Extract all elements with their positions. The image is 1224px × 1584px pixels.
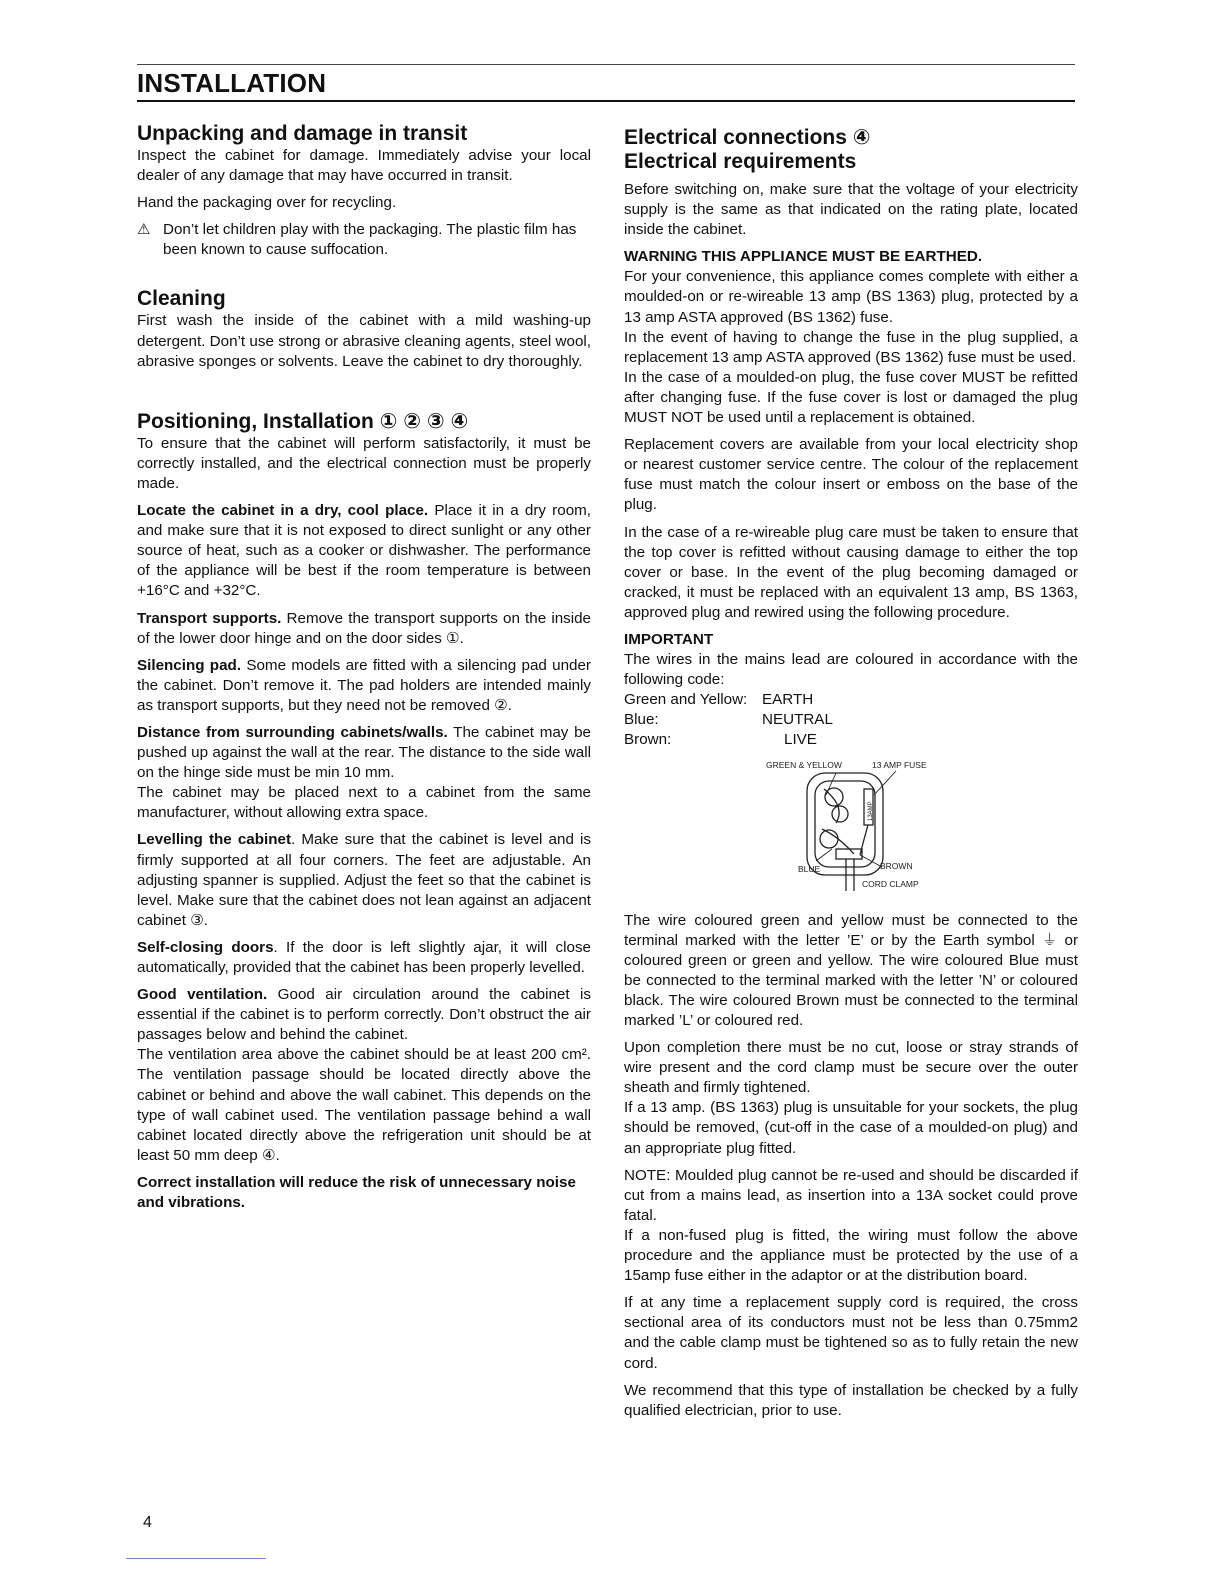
distance-paragraph-2: The cabinet may be placed next to a cabinet from the same manufacturer, without allowing extra space. — [137, 784, 591, 822]
transport-bold: Transport supports. — [137, 609, 282, 627]
fuse-cover-paragraph: In the case of a moulded-on plug, the fuse cover MUST be refitted after changing fuse. If the fuse cover is lost or damaged the plug MUST NOT be used until a replacement is obtained. — [624, 368, 1078, 427]
locate-text: Place it in a dry room, and make sure that it is not exposed to direct sunlight or any other source of heat, such as a cooker or dishwasher. The performance of the appliance will be best if the room temperature is between +16°C and +32°C. — [137, 502, 592, 600]
levelling-text: . Make sure that the cabinet is level and is firmly supported at all four corners. The feet are adjustable. An adjusting spanner is supplied. Adjust the feet so that the cabinet is level. Make sure that the cabinet does not lean against an adjacent cabinet ③. — [137, 831, 591, 929]
transport-text: Remove the transport supports on the inside of the lower door hinge and on the door sides ①. — [137, 609, 592, 647]
plug-inner-outline — [815, 781, 875, 867]
unsuitable-plug-paragraph: If a 13 amp. (BS 1363) plug is unsuitable for your sockets, the plug should be removed, (cut-off in the case of a moulded-on plug) and an appropriate plug fitted. — [624, 1099, 1078, 1157]
silencing-text: Some models are fitted with a silencing pad under the cabinet. Don’t remove it. The pad holders are intended mainly as transport supports, but they need not be removed ②. — [137, 656, 591, 714]
left-column — [137, 122, 591, 1220]
label-blue: BLUE — [798, 863, 821, 874]
wire-function: LIVE — [784, 731, 817, 749]
fuse-change-paragraph: In the event of having to change the fuse in the plug supplied, a replacement 13 amp ASTA approved (BS 1362) fuse must be used. — [624, 328, 1078, 366]
electrical-requirements-heading: Electrical requirements — [624, 150, 857, 173]
plug-paragraph: For your convenience, this appliance comes complete with either a moulded-on or re-wireable 13 amp (BS 1363) plug, protected by a 13 amp ASTA approved (BS 1362) fuse. — [624, 268, 1078, 326]
terminal — [832, 806, 848, 822]
selfclosing-bold: Self-closing doors — [137, 938, 274, 956]
correct-installation-note: Correct installation will reduce the risk of unnecessary noise and vibrations. — [137, 1173, 576, 1212]
plug-diagram-svg — [624, 759, 1078, 899]
replacement-cord-paragraph: If at any time a replacement supply cord is required, the cross sectional area of its conductors must not be less than 0.75mm2 and the cable clamp must be tightened so as to fully retain the new cord. — [624, 1294, 1078, 1372]
unpacking-paragraph: Inspect the cabinet for damage. Immediately advise your local dealer of any damage that may have occurred in transit. — [137, 147, 591, 185]
transport-paragraph — [137, 609, 591, 649]
ventilation-paragraph — [137, 985, 591, 1045]
bottom-link-line — [126, 1558, 266, 1559]
top-rule — [137, 64, 1075, 65]
distance-text: The cabinet may be pushed up against the wall at the rear. The distance to the side wall on the hinge side must be min 10 mm. — [137, 723, 591, 782]
locate-bold: Locate the cabinet in a dry, cool place. — [137, 502, 429, 520]
completion-paragraph: Upon completion there must be no cut, loose or stray strands of wire present and the cord clamp must be secure over the outer sheath and firmly tightened. — [624, 1039, 1078, 1097]
packaging-warning-text: Don’t let children play with the packaging. The plastic film has been known to cause suffocation. — [163, 221, 577, 259]
page-number: 4 — [143, 1514, 152, 1531]
positioning-heading: Positioning, Installation ① ② ③ ④ — [137, 409, 469, 433]
live-wire — [860, 825, 868, 855]
wire-row — [624, 730, 1078, 750]
leader-line — [816, 849, 832, 861]
plug-wiring-diagram — [624, 759, 1078, 899]
wire-function: NEUTRAL — [762, 711, 833, 729]
label-brown: BROWN — [880, 860, 913, 871]
selfclosing-text: . If the door is left slightly ajar, it will close automatically, provided that the cabinet has been properly levelled. — [137, 938, 591, 976]
wire-code-paragraph: The wires in the mains lead are coloured in accordance with the following code: — [624, 651, 1078, 689]
wire-function: EARTH — [762, 691, 814, 709]
ventilation-bold: Good ventilation. — [137, 986, 268, 1004]
label-13amp-fuse: 13 AMP FUSE — [872, 759, 927, 770]
wire-colour: Brown: — [624, 731, 672, 749]
cleaning-paragraph: First wash the inside of the cabinet with a mild washing-up detergent. Don’t use strong or abrasive cleaning agents, steel wool, abrasive sponges or solvents. Leave the cabinet to dry thoroughly. — [137, 312, 591, 370]
levelling-paragraph — [137, 830, 591, 930]
important-label: IMPORTANT — [624, 630, 714, 648]
wire-row — [624, 710, 1078, 730]
distance-paragraph — [137, 723, 591, 783]
silencing-bold: Silencing pad. — [137, 656, 242, 674]
leader-line — [874, 771, 896, 795]
page-title: INSTALLATION — [137, 68, 327, 98]
cleaning-heading: Cleaning — [137, 287, 226, 311]
label-fuse-mark: 13AMP — [868, 800, 874, 821]
unpacking-heading: Unpacking and damage in transit — [137, 122, 468, 145]
packaging-warning — [137, 220, 591, 267]
right-column — [624, 126, 1078, 1428]
leader-line — [826, 773, 836, 795]
locate-paragraph — [137, 501, 591, 601]
positioning-intro: To ensure that the cabinet will perform satisfactorily, it must be correctly installed, and the electrical connection must be properly made. — [137, 434, 591, 492]
ventilation-text: Good air circulation around the cabinet is essential if the cabinet is to perform correctly. Don’t obstruct the air passages below and behind the cabinet. — [137, 986, 591, 1044]
wire-row — [624, 690, 1078, 710]
label-green-yellow: GREEN & YELLOW — [766, 759, 842, 770]
title-rule — [137, 100, 1075, 102]
earthed-warning: WARNING THIS APPLIANCE MUST BE EARTHED. — [624, 248, 983, 266]
note-paragraph: NOTE: Moulded plug cannot be re-used and should be discarded if cut from a mains lead, as insertion into a 13A socket could prove fatal. — [624, 1166, 1078, 1224]
non-fused-plug-paragraph: If a non-fused plug is fitted, the wiring must follow the above procedure and the appliance must be protected by the use of a 15amp fuse either in the adaptor or at the distribution board. — [624, 1226, 1078, 1285]
recommendation-paragraph: We recommend that this type of installation be checked by a fully qualified electrician, prior to use. — [624, 1381, 1078, 1419]
levelling-bold: Levelling the cabinet — [137, 831, 292, 849]
label-cord-clamp: CORD CLAMP — [862, 878, 919, 889]
selfclosing-paragraph — [137, 938, 591, 978]
distance-bold: Distance from surrounding cabinets/walls. — [137, 723, 448, 741]
leader-line — [860, 855, 882, 867]
replacement-covers-paragraph: Replacement covers are available from your local electricity shop or nearest customer service centre. The colour of the replacement fuse must match the colour insert or emboss on the base of the plug. — [624, 436, 1078, 514]
silencing-paragraph — [137, 656, 591, 716]
cord-clamp — [836, 849, 862, 859]
wire-code-list — [624, 690, 1078, 750]
rewireable-plug-paragraph: In the case of a re-wireable plug care must be taken to ensure that the top cover is refitted without causing damage to either the top cover or base. In the event of the plug becoming damaged or cracked, it must be replaced with an equivalent 13 amp, BS 1363, approved plug and rewired using the following procedure. — [624, 523, 1078, 621]
warning-icon: ⚠ — [137, 221, 151, 239]
electrical-connections-heading: Electrical connections ④ — [624, 126, 871, 149]
wire-connection-paragraph: The wire coloured green and yellow must be connected to the terminal marked with the letter ’E’ or by the Earth symbol ⏚ or coloured green or green and yellow. The wire coloured Blue must be connected to the terminal marked with the letter ’N’ or coloured black. The wire coloured Brown must be connected to the terminal marked ’L’ or coloured red. — [624, 911, 1078, 1029]
voltage-paragraph: Before switching on, make sure that the voltage of your electricity supply is the same as that indicated on the rating plate, located inside the cabinet. — [624, 181, 1078, 239]
wire-colour: Blue: — [624, 711, 659, 729]
ventilation-paragraph-2: The ventilation area above the cabinet should be at least 200 cm². The ventilation passage should be located directly above the cabinet or behind and above the wall cabinet. This depends on the type of wall cabinet used. The ventilation passage behind a wall cabinet located directly above the refrigeration unit should be at least 50 mm deep ④. — [137, 1046, 591, 1164]
recycling-paragraph: Hand the packaging over for recycling. — [137, 194, 397, 212]
wire-colour: Green and Yellow: — [624, 691, 748, 709]
